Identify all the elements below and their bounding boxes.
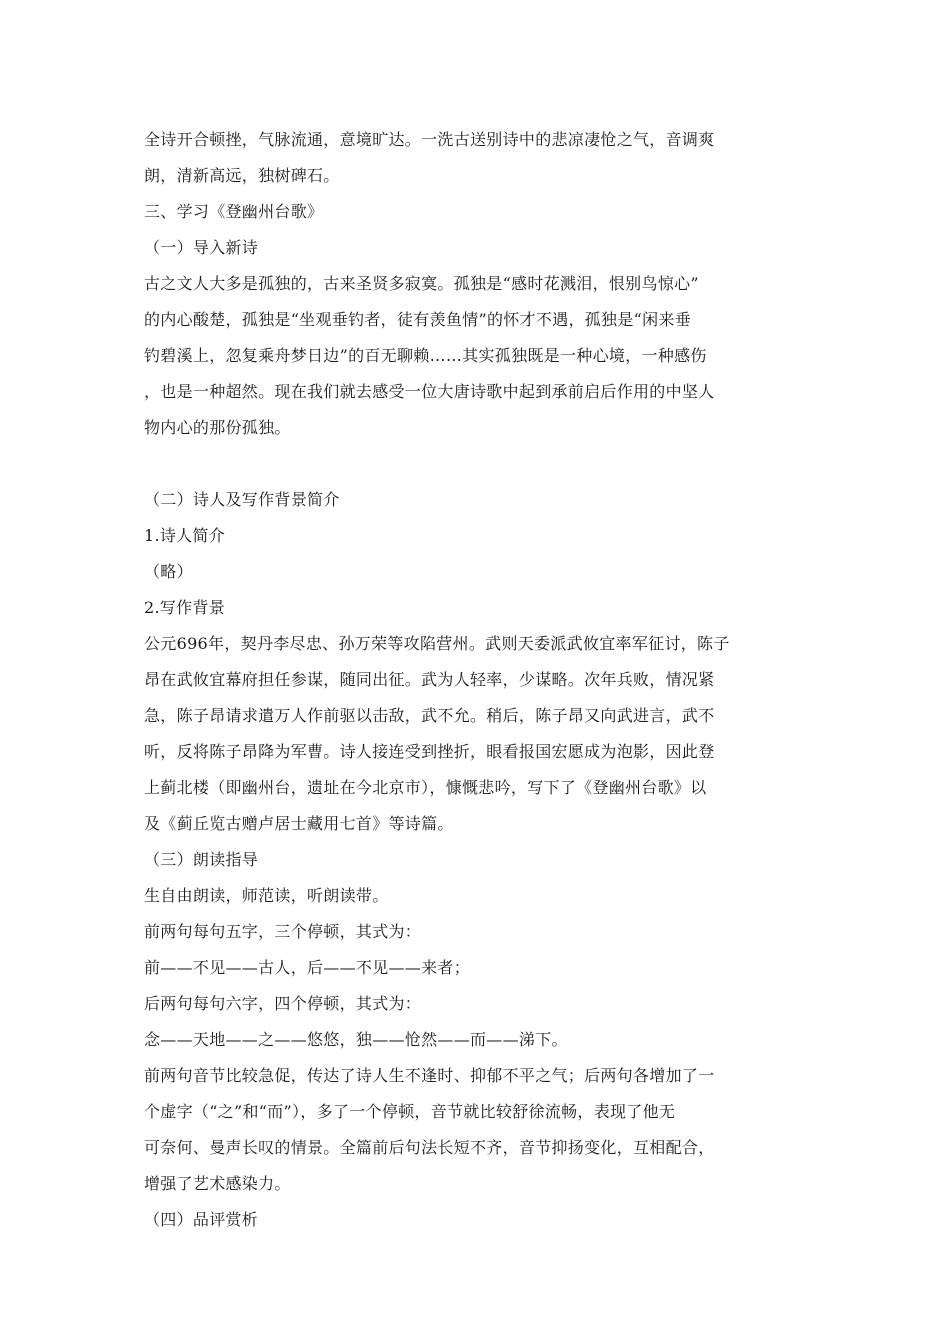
text-line: 可奈何、曼声长叹的情景。全篇前后句法长短不齐，音节抑扬变化，互相配合， bbox=[144, 1138, 715, 1157]
subsection-heading: （三）朗读指导 bbox=[144, 850, 259, 869]
text-line: 钓碧溪上，忽复乘舟梦日边”的百无聊赖……其实孤独既是一种心境，一种感伤 bbox=[144, 346, 707, 365]
text-line: 公元696年，契丹李尽忠、孙万荣等攻陷营州。武则天委派武攸宜率军征讨，陈子 bbox=[144, 634, 730, 653]
text-line: 全诗开合顿挫，气脉流通，意境旷达。一洗古送别诗中的悲凉凄怆之气，音调爽 bbox=[144, 130, 715, 149]
text-line: 前——不见——古人，后——不见——来者； bbox=[144, 958, 471, 977]
item-heading: 2.写作背景 bbox=[144, 598, 226, 617]
text-line: 朗，清新高远，独树碑石。 bbox=[144, 166, 340, 185]
text-line: 及《蓟丘览古赠卢居士藏用七首》等诗篇。 bbox=[144, 814, 454, 833]
blank-line bbox=[144, 446, 754, 482]
text-line: 昂在武攸宜幕府担任参谋，随同出征。武为人轻率，少谋略。次年兵败，情况紧 bbox=[144, 670, 715, 689]
text-line: 的内心酸楚，孤独是“坐观垂钓者，徒有羡鱼情”的怀才不遇，孤独是“闲来垂 bbox=[144, 310, 692, 329]
text-line: 前两句音节比较急促，传达了诗人生不逢时、抑郁不平之气；后两句各增加了一 bbox=[144, 1066, 715, 1085]
text-line: 古之文人大多是孤独的，古来圣贤多寂寞。孤独是“感时花溅泪，恨别鸟惊心” bbox=[144, 274, 699, 293]
text-line: ，也是一种超然。现在我们就去感受一位大唐诗歌中起到承前启后作用的中坚人 bbox=[144, 382, 715, 401]
text-line: 个虚字（“之”和“而”），多了一个停顿，音节就比较舒徐流畅，表现了他无 bbox=[144, 1102, 676, 1121]
document-page bbox=[144, 122, 754, 1238]
subsection-heading: （二）诗人及写作背景简介 bbox=[144, 490, 340, 509]
text-line: 物内心的那份孤独。 bbox=[144, 418, 291, 437]
text-line: 后两句每句六字，四个停顿，其式为： bbox=[144, 994, 422, 1013]
section-heading: 三、学习《登幽州台歌》 bbox=[144, 202, 324, 221]
item-heading: 1.诗人简介 bbox=[144, 526, 226, 545]
subsection-heading: （一）导入新诗 bbox=[144, 238, 259, 257]
text-line: 听，反将陈子昂降为军曹。诗人接连受到挫折，眼看报国宏愿成为泡影，因此登 bbox=[144, 742, 715, 761]
text-line: 增强了艺术感染力。 bbox=[144, 1174, 291, 1193]
text-line: 上蓟北楼（即幽州台，遗址在今北京市），慷慨悲吟，写下了《登幽州台歌》以 bbox=[144, 778, 707, 797]
text-line: 前两句每句五字，三个停顿，其式为： bbox=[144, 922, 422, 941]
subsection-heading: （四）品评赏析 bbox=[144, 1210, 259, 1229]
text-line: 念——天地——之——悠悠，独——怆然——而——涕下。 bbox=[144, 1030, 568, 1049]
text-line: 急，陈子昂请求遣万人作前驱以击敌，武不允。稍后，陈子昂又向武进言，武不 bbox=[144, 706, 715, 725]
text-line: （略） bbox=[144, 562, 193, 581]
text-line: 生自由朗读，师范读，听朗读带。 bbox=[144, 886, 389, 905]
